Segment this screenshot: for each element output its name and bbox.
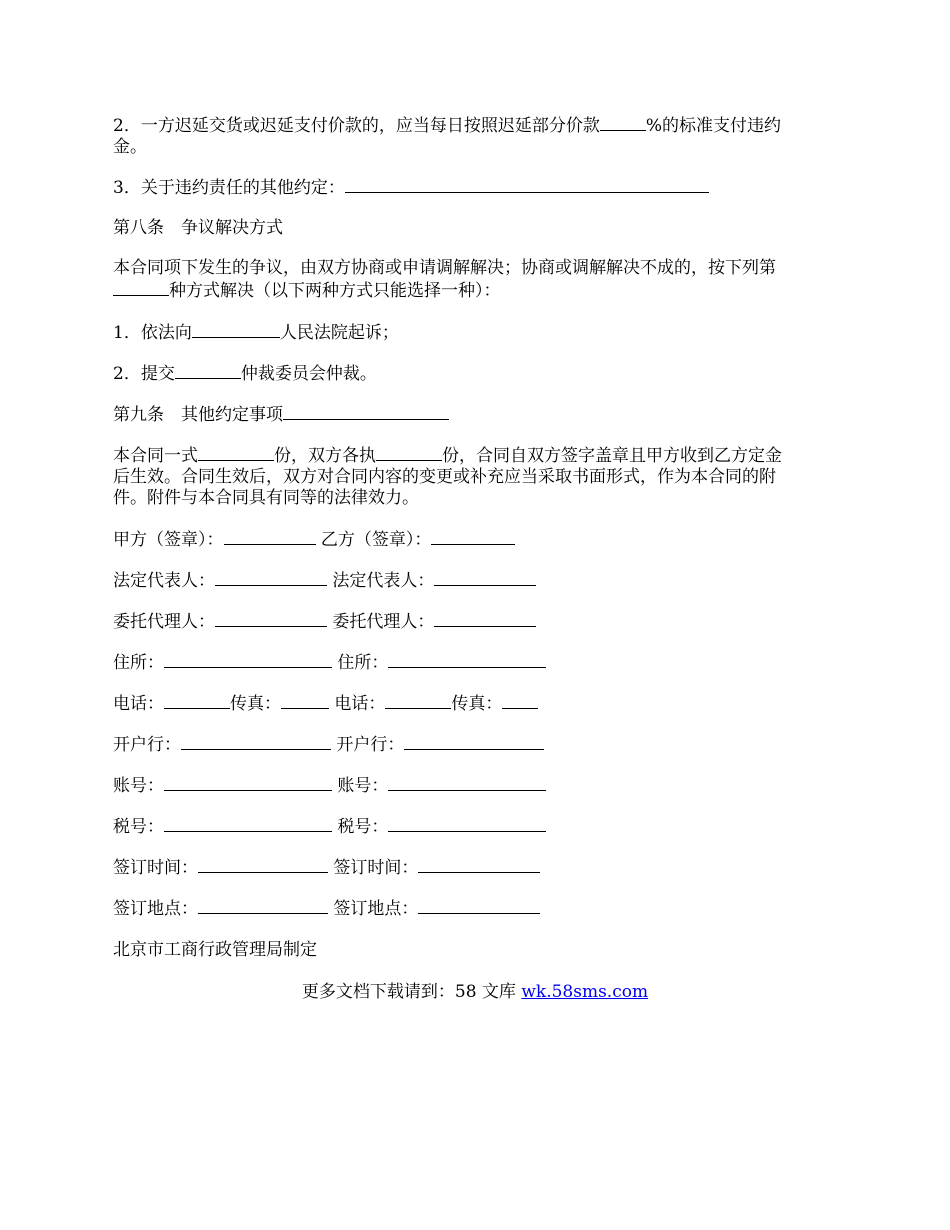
sign-time-a-field[interactable] (198, 856, 328, 873)
legal-rep-a-field[interactable] (215, 569, 327, 586)
signature-row-account: 账号： 账号： (113, 774, 546, 797)
blank-field[interactable] (283, 403, 449, 420)
signature-row-tax: 税号： 税号： (113, 815, 546, 838)
sign-place-b-field[interactable] (418, 897, 540, 914)
legal-rep-b-field[interactable] (434, 569, 536, 586)
tax-b-field[interactable] (388, 815, 546, 832)
agent-a-field[interactable] (215, 610, 327, 627)
agent-b-field[interactable] (434, 610, 536, 627)
signature-row-time: 签订时间： 签订时间： (113, 856, 540, 879)
footer (0, 981, 950, 1003)
clause-7-2: 2．一方迟延交货或迟延支付价款的，应当每日按照迟延部分价款 %的标准支付违约 金。 (113, 116, 781, 157)
issuer-text: 北京市工商行政管理局制定 (113, 940, 317, 960)
footer-text: 更多文档下载请到：58 文库 (301, 982, 522, 1002)
article-8-option-1: 1．依法向 人民法院起诉； (113, 323, 399, 343)
blank-field[interactable] (192, 321, 280, 338)
footer-link[interactable]: wk.58sms.com (521, 982, 649, 1002)
article-8-title: 第八条 争议解决方式 (113, 218, 283, 238)
article-9-body: 本合同一式 份，双方各执 份，合同自双方签字盖章且甲方收到乙方定金 后生效。合同生效后，双方对合同内容的变更或补充应当采取书面形式，作为本合同的附 件。附件与本合同具有同等的法律效力。 (113, 446, 782, 508)
signature-row-address: 住所： 住所： (113, 651, 546, 674)
signature-row-agent: 委托代理人： 委托代理人： (113, 610, 536, 633)
account-b-field[interactable] (388, 774, 546, 791)
article-9-title: 第九条 其他约定事项 (113, 403, 843, 426)
article-8-option-2: 2．提交 仲裁委员会仲裁。 (113, 364, 377, 384)
bank-a-field[interactable] (181, 733, 331, 750)
blank-field[interactable] (198, 444, 274, 461)
tax-a-field[interactable] (164, 815, 332, 832)
fax-a-field[interactable] (281, 692, 329, 709)
signature-row-place: 签订地点： 签订地点： (113, 897, 540, 920)
party-b-sign-field[interactable] (431, 528, 515, 545)
signature-row-bank: 开户行： 开户行： (113, 733, 544, 756)
account-a-field[interactable] (164, 774, 332, 791)
blank-field[interactable] (600, 114, 646, 131)
fax-b-field[interactable] (502, 692, 538, 709)
article-8-body: 本合同项下发生的争议，由双方协商或申请调解解决；协商或调解解决不成的，按下列第 种方式解决（以下两种方式只能选择一种）： (113, 258, 776, 301)
bank-b-field[interactable] (404, 733, 544, 750)
phone-b-field[interactable] (385, 692, 451, 709)
blank-field[interactable] (113, 279, 169, 296)
signature-row-legal-rep: 法定代表人： 法定代表人： (113, 569, 536, 592)
party-a-sign-field[interactable] (224, 528, 316, 545)
address-a-field[interactable] (164, 651, 332, 668)
phone-a-field[interactable] (164, 692, 230, 709)
blank-field[interactable] (376, 444, 442, 461)
blank-field[interactable] (345, 176, 709, 193)
sign-time-b-field[interactable] (418, 856, 540, 873)
clause-7-3: 3．关于违约责任的其他约定： (113, 176, 843, 199)
address-b-field[interactable] (388, 651, 546, 668)
signature-row-phone-fax: 电话： 传真： 电话： 传真： (113, 692, 538, 715)
signature-row-party: 甲方（签章）： 乙方（签章）： (113, 528, 515, 551)
sign-place-a-field[interactable] (198, 897, 328, 914)
blank-field[interactable] (175, 362, 241, 379)
